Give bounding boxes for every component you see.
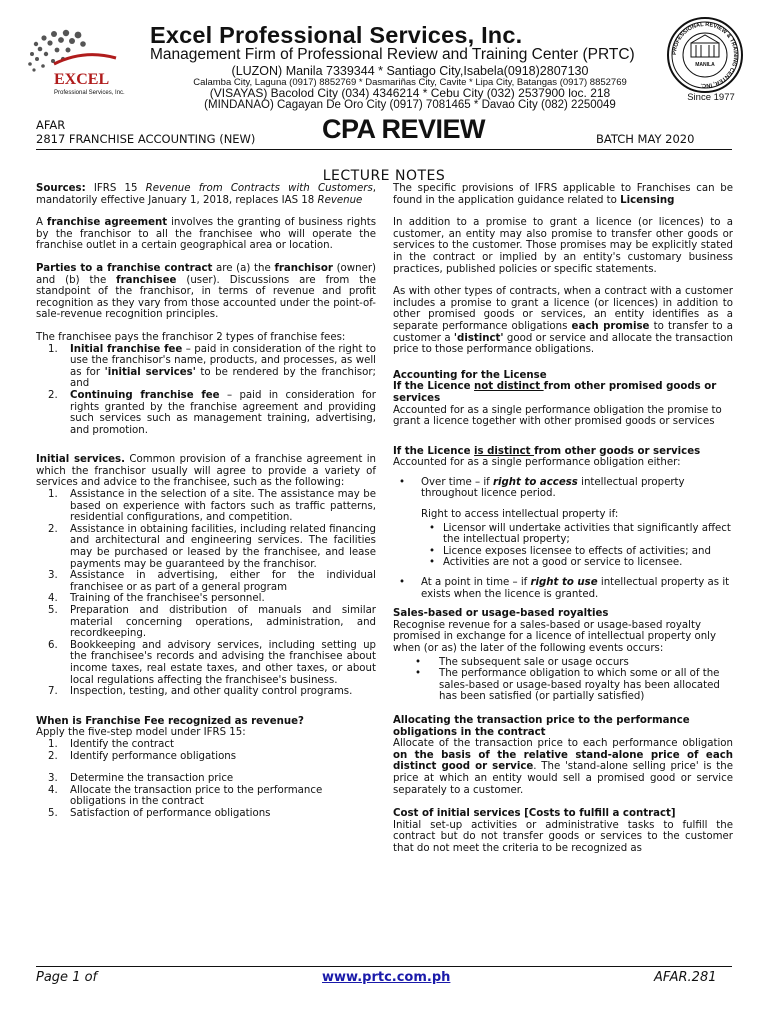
logo-subtext: Professional Services, Inc. — [54, 90, 125, 96]
company-tagline: Management Firm of Professional Review and Training Center (PRTC) — [150, 46, 635, 63]
fees-intro: The franchisee pays the franchisor 2 types of franchise fees: — [36, 331, 346, 343]
licensing-paragraph: The specific provisions of IFRS applicable to Franchises can be found in the application guidance related to Licensing — [393, 183, 733, 206]
right-column — [393, 183, 733, 866]
not-distinct-text: Accounted for as a single performance obligation the promise to grant a licence together with other promised goods or services — [393, 404, 722, 428]
seal-ring-text: PROFESSIONAL REVIEW & TRAINING CENTER, INC. — [671, 21, 739, 89]
address-south-luzon: Calamba City, Laguna (0917) 8852769 * Dasmariñas City, Cavite * Lipa City, Batangas (0917) 8852769 — [193, 77, 627, 88]
review-title: CPA REVIEW — [322, 114, 486, 144]
not-distinct-heading: If the Licence not distinct from other promised goods or services — [393, 381, 717, 404]
parties-paragraph: Parties to a franchise contract are (a) the franchisor (owner) and (b) the franchisee (user). Discussions are from the standpoint of the franchisor, in terms of revenue and profit recognition as they vary from those accounted under the point-of-sale-revenue recognition principles. — [36, 262, 376, 321]
since-year: Since 1977 — [687, 92, 735, 103]
distinct-heading: If the Licence is distinct from other goods or services — [393, 445, 701, 457]
list-item: 2. Identify performance obligations — [48, 750, 237, 762]
website-link[interactable]: www.prtc.com.ph — [322, 970, 451, 985]
royalties-heading: Sales-based or usage-based royalties — [393, 608, 609, 620]
fee-types-list — [36, 344, 376, 437]
five-step-list — [36, 739, 376, 820]
company-logo — [24, 24, 142, 104]
cost-initial-services-text: Initial set-up activities or administrative tasks to fulfill the contract but do not transfer goods or services to the customer that do not meet the criteria to be recognized as — [393, 819, 733, 854]
access-intro: Right to access intellectual property if: — [421, 509, 619, 521]
logo-wordmark: EXCEL — [54, 71, 110, 88]
franchise-agreement-paragraph: A franchise agreement involves the granting of business rights by the franchisor to all the franchisee who will operate the franchise outlet in a certain geographical area or location. — [36, 217, 377, 252]
seal-city: MANILA — [695, 62, 715, 68]
accounting-license-heading: Accounting for the License — [393, 369, 547, 381]
distinct-text: Accounted for as a single performance obligation either: — [393, 457, 681, 469]
subject-code: AFAR — [36, 118, 66, 132]
recognition-options-list — [393, 477, 733, 600]
list-item: • Licence exposes licensee to effects of activities; and — [429, 545, 711, 557]
course-title: 2817 FRANCHISE ACCOUNTING (NEW) — [36, 132, 256, 146]
batch-label: BATCH MAY 2020 — [596, 132, 695, 146]
list-item: 4. Allocate the transaction price to the performance obligations in the contract — [48, 784, 323, 808]
list-item: 1. Assistance in the selection of a site. The assistance may be based on experience with factors such as traffic patterns, residential configurations, and competition. — [48, 489, 376, 524]
list-item: 6. Bookkeeping and advisory services, including setting up the franchisee's records and advising the franchisee about income taxes, real estate taxes, and other taxes, or about local regulations affecting the franchisee's business. — [48, 639, 376, 686]
header-divider — [36, 149, 732, 150]
address-luzon: (LUZON) Manila 7339344 * Santiago City,Isabela(0918)2807130 — [231, 64, 589, 78]
list-item: 1. Identify the contract — [48, 738, 174, 750]
list-item: 1. Initial franchise fee – paid in consideration of the right to use the franchisor's name, products, and processes, as well as for 'initial services' to be rendered by the franchisor; and — [48, 343, 376, 390]
prtc-seal — [666, 16, 744, 94]
list-item: 3. Determine the transaction price — [48, 773, 234, 785]
list-item: 2. Continuing franchise fee – paid in consideration for rights granted by the franchise agreement and providing such services such as management training, advertising, and promotion. — [48, 389, 376, 436]
list-item: • Over time – if right to access intellectual property throughout licence period. Right to access intellectual property if: • Licensor will undertake activities that significantly affect the intellectual property; • Licence exposes licensee to effects of activities; and • Activities are not a good or service to licensee. — [393, 477, 733, 569]
company-name: Excel Professional Services, Inc. — [150, 22, 523, 48]
address-visayas: (VISAYAS) Bacolod City (034) 4346214 * Cebu City (032) 2537900 loc. 218 — [209, 86, 611, 100]
document-code: AFAR.281 — [654, 970, 717, 985]
performance-obligation-paragraph: As with other types of contracts, when a contract with a customer includes a promise to grant a licence (or licences) in addition to other promised goods or services, an entity identifies as a separate performance obligations each promise to transfer to a customer a 'distinct' good or service and allocate the transaction price to those performance obligations. — [393, 286, 733, 356]
list-item: 5. Preparation and distribution of manuals and similar material concerning operations, administration, and recordkeeping. — [48, 605, 376, 640]
list-item: 2. Assistance in obtaining facilities, including related financing and architectural and engineering services. The facilities may be purchased or leased by the franchisee, and lease payments may be guaranteed by the franchisor. — [48, 523, 376, 570]
list-item: 7. Inspection, testing, and other quality control programs. — [48, 686, 353, 698]
list-item: 5. Satisfaction of performance obligations — [48, 807, 271, 819]
allocation-heading: Allocating the transaction price to the performance obligations in the contract — [393, 714, 690, 738]
allocation-text: Allocate of the transaction price to each performance obligation on the basis of the relative stand-alone price of each distinct good or service. The 'stand-alone selling price' is the price at which an entity would sell a promised good or service separately to a customer. — [393, 738, 733, 796]
five-step-intro: Apply the five-step model under IFRS 15: — [36, 727, 246, 739]
footer-divider — [36, 966, 732, 967]
cost-initial-services-heading: Cost of initial services [Costs to fulfill a contract] — [393, 808, 676, 820]
royalties-list — [393, 657, 733, 703]
promise-paragraph: In addition to a promise to grant a licence (or licences) to a customer, an entity may also promise to transfer other goods or services to the customer. Those promises may be explicitly stated in the contract or implied by an entity's customary business practices, published policies or specific statements. — [393, 217, 733, 275]
initial-services-list — [36, 489, 376, 698]
initial-services-intro: Initial services. Common provision of a franchise agreement in which the franchisor usually will agree to provide a variety of services and advice to the franchisee, such as the following: — [36, 454, 376, 489]
left-column — [36, 183, 376, 831]
list-item: • At a point in time – if right to use intellectual property as it exists when the licence is granted. — [399, 577, 730, 600]
list-item: • Activities are not a good or service to licensee. — [429, 557, 683, 569]
list-item: • Licensor will undertake activities that significantly affect the intellectual property; — [429, 522, 731, 546]
list-item: 4. Training of the franchisee's personnel. — [48, 593, 265, 605]
revenue-recognition-heading: When is Franchise Fee recognized as revenue? — [36, 715, 304, 727]
sources-paragraph: Sources: IFRS 15 Revenue from Contracts with Customers, mandatorily effective January 1, 2018, replaces IAS 18 Revenue — [36, 183, 376, 206]
royalties-text: Recognise revenue for a sales-based or usage-based royalty promised in exchange for a licence of intellectual property only when (or as) the later of the following events occurs: — [393, 619, 717, 654]
page-number: Page 1 of — [36, 970, 98, 985]
access-criteria-list — [421, 523, 733, 569]
section-title: LECTURE NOTES — [322, 168, 446, 184]
address-mindanao: (MINDANAO) Cagayan De Oro City (0917) 7081465 * Davao City (082) 2250049 — [204, 99, 616, 111]
list-item: • The performance obligation to which some or all of the sales-based or usage-based royalty has been allocated has been satisfied (or partially satisfied) — [415, 668, 720, 703]
list-item: 3. Assistance in advertising, either for the individual franchisee or as part of a general program — [48, 570, 376, 593]
list-item: • The subsequent sale or usage occurs — [415, 656, 629, 668]
